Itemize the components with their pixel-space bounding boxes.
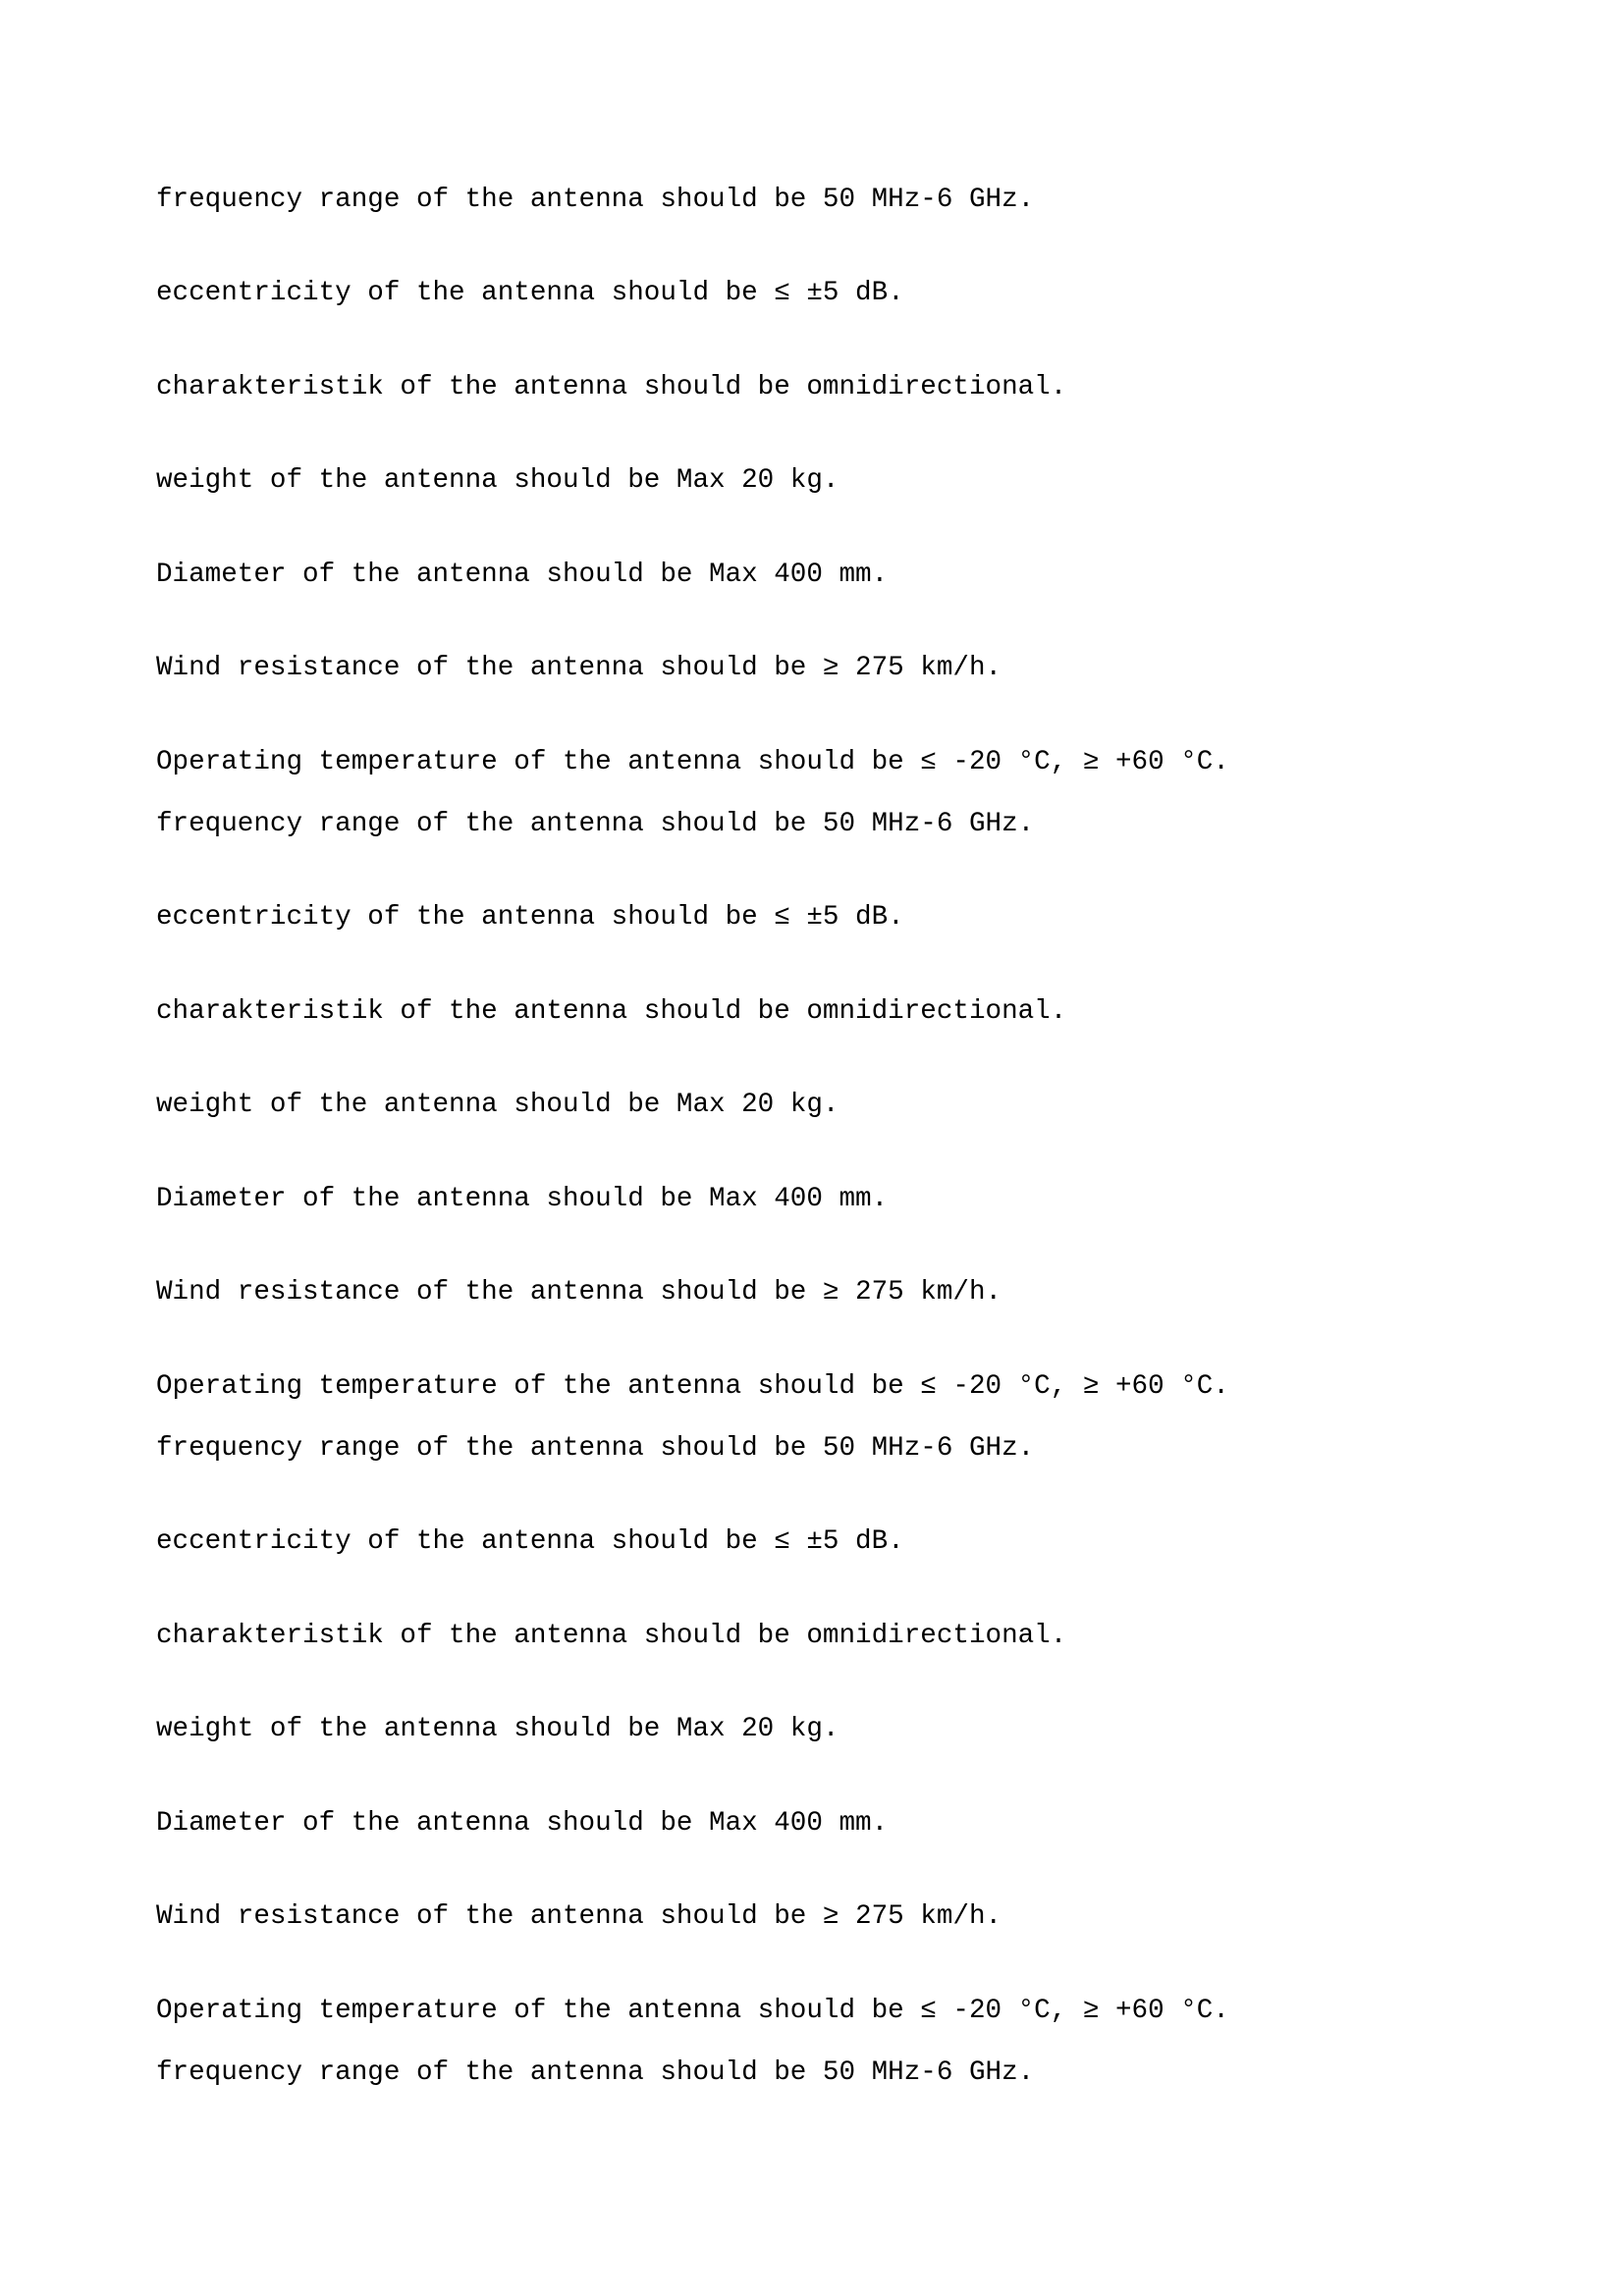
spec-line-eccentricity: eccentricity of the antenna should be ≤ ±5 dB. (156, 1526, 904, 1557)
spec-line-eccentricity: eccentricity of the antenna should be ≤ ±5 dB. (156, 902, 904, 933)
spec-line-diameter: Diameter of the antenna should be Max 400 mm. (156, 560, 889, 590)
spec-line-temperature: Operating temperature of the antenna should be ≤ -20 °C, ≥ +60 °C. (156, 1371, 1229, 1402)
spec-line-frequency: frequency range of the antenna should be 50 MHz-6 GHz. (156, 185, 1035, 215)
spec-line-characteristic: charakteristik of the antenna should be omnidirectional. (156, 1621, 1067, 1651)
spec-line-frequency: frequency range of the antenna should be 50 MHz-6 GHz. (156, 1433, 1035, 1464)
spec-line-temperature: Operating temperature of the antenna should be ≤ -20 °C, ≥ +60 °C. (156, 1996, 1229, 2026)
spec-line-characteristic: charakteristik of the antenna should be omnidirectional. (156, 996, 1067, 1027)
spec-line-diameter: Diameter of the antenna should be Max 400 mm. (156, 1184, 889, 1214)
spec-line-frequency: frequency range of the antenna should be 50 MHz-6 GHz. (156, 809, 1035, 839)
spec-line-temperature: Operating temperature of the antenna should be ≤ -20 °C, ≥ +60 °C. (156, 747, 1229, 777)
spec-line-eccentricity: eccentricity of the antenna should be ≤ ±5 dB. (156, 278, 904, 308)
spec-line-weight: weight of the antenna should be Max 20 kg. (156, 1714, 839, 1744)
spec-line-wind: Wind resistance of the antenna should be ≥ 275 km/h. (156, 1901, 1002, 1932)
spec-line-wind: Wind resistance of the antenna should be ≥ 275 km/h. (156, 653, 1002, 683)
spec-line-wind: Wind resistance of the antenna should be ≥ 275 km/h. (156, 1277, 1002, 1308)
spec-line-diameter: Diameter of the antenna should be Max 400 mm. (156, 1808, 889, 1839)
spec-line-frequency: frequency range of the antenna should be 50 MHz-6 GHz. (156, 2057, 1035, 2088)
spec-line-weight: weight of the antenna should be Max 20 kg. (156, 465, 839, 496)
spec-line-characteristic: charakteristik of the antenna should be omnidirectional. (156, 372, 1067, 402)
spec-line-weight: weight of the antenna should be Max 20 kg. (156, 1090, 839, 1120)
